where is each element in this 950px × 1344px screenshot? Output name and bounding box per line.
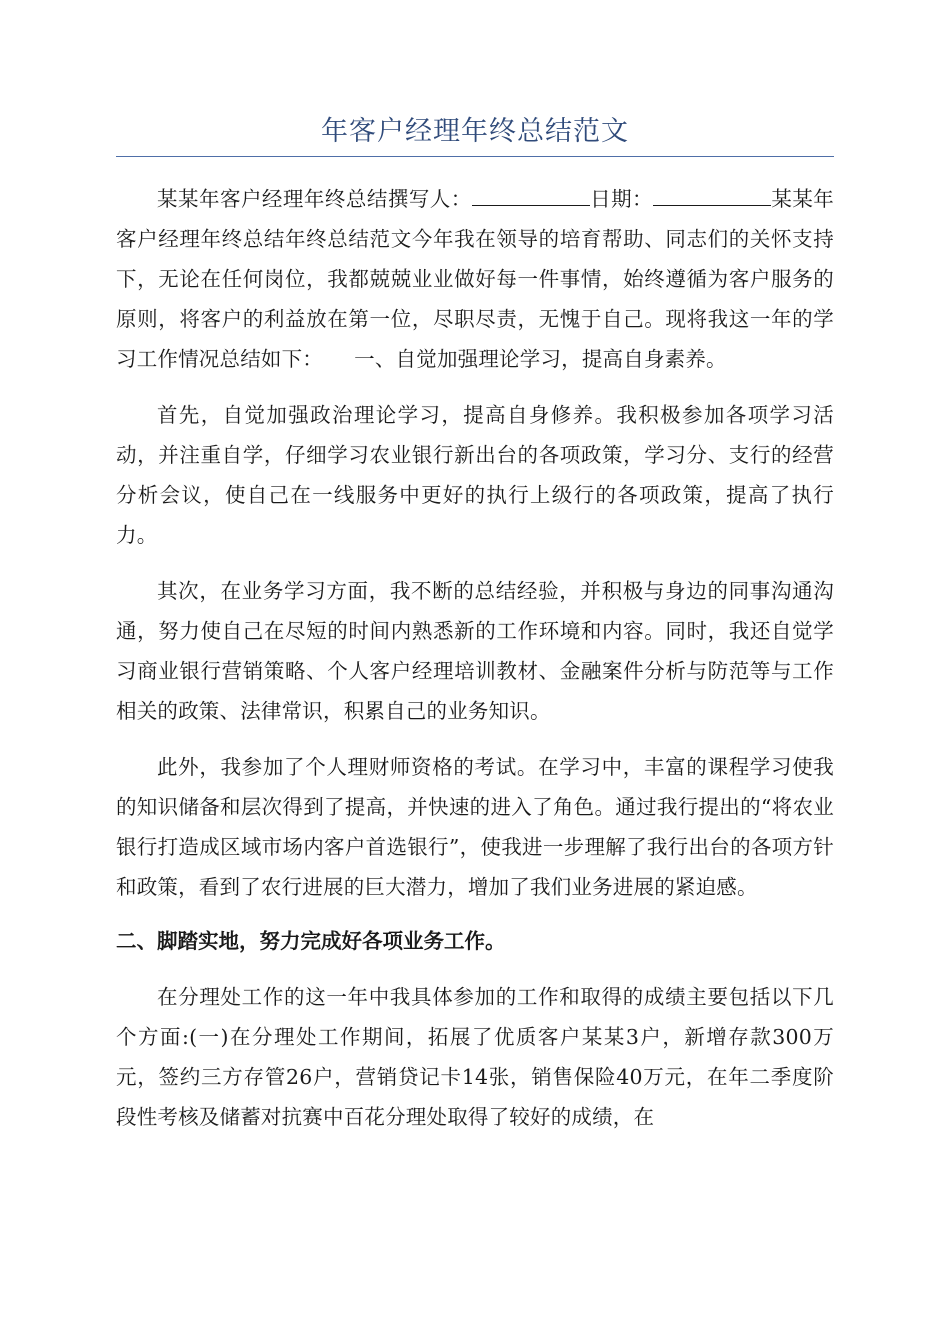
- paragraph-achievements: 在分理处工作的这一年中我具体参加的工作和取得的成绩主要包括以下几个方面:(一)在分理处工作期间，拓展了优质客户某某3户，新增存款300万元，签约三方存管26户，营销贷记卡14张，销售保险40万元，在年二季度阶段性考核及储蓄对抗赛中百花分理处取得了较好的成绩，在: [116, 985, 834, 1129]
- date-label: 日期：: [589, 187, 654, 211]
- document-page: [116, 112, 834, 1137]
- paragraph-political-study: 首先，自觉加强政治理论学习，提高自身修养。我积极参加各项学习活动，并注重自学，仔细学习农业银行新出台的各项政策，学习分、支行的经营分析会议，使自己在一线服务中更好的执行上级行的各项政策，提高了执行力。: [116, 403, 834, 547]
- intro-paragraph: [116, 179, 834, 379]
- paragraph-exam: 此外，我参加了个人理财师资格的考试。在学习中，丰富的课程学习使我的知识储备和层次得到了提高，并快速的进入了角色。通过我行提出的“将农业银行打造成区域市场内客户首选银行”，使我进一步理解了我行出台的各项方针和政策，看到了农行进展的巨大潜力，增加了我们业务进展的紧迫感。: [116, 755, 834, 899]
- section-heading-2: 二、脚踏实地，努力完成好各项业务工作。: [116, 929, 506, 953]
- author-blank: [472, 183, 590, 206]
- document-title: 年客户经理年终总结范文: [116, 112, 834, 157]
- author-label: 某某年客户经理年终总结撰写人：: [157, 187, 472, 211]
- intro-text: 某某年客户经理年终总结年终总结范文今年我在领导的培育帮助、同志们的关怀支持下，无论在任何岗位，我都兢兢业业做好每一件事情，始终遵循为客户服务的原则，将客户的利益放在第一位，尽职尽责，无愧于自己。现将我这一年的学习工作情况总结如下： 一、自觉加强理论学习，提高自身素养。: [116, 187, 835, 371]
- date-blank: [653, 183, 771, 206]
- paragraph-business-study: 其次，在业务学习方面，我不断的总结经验，并积极与身边的同事沟通沟通，努力使自己在尽短的时间内熟悉新的工作环境和内容。同时，我还自觉学习商业银行营销策略、个人客户经理培训教材、金融案件分析与防范等与工作相关的政策、法律常识，积累自己的业务知识。: [116, 579, 834, 723]
